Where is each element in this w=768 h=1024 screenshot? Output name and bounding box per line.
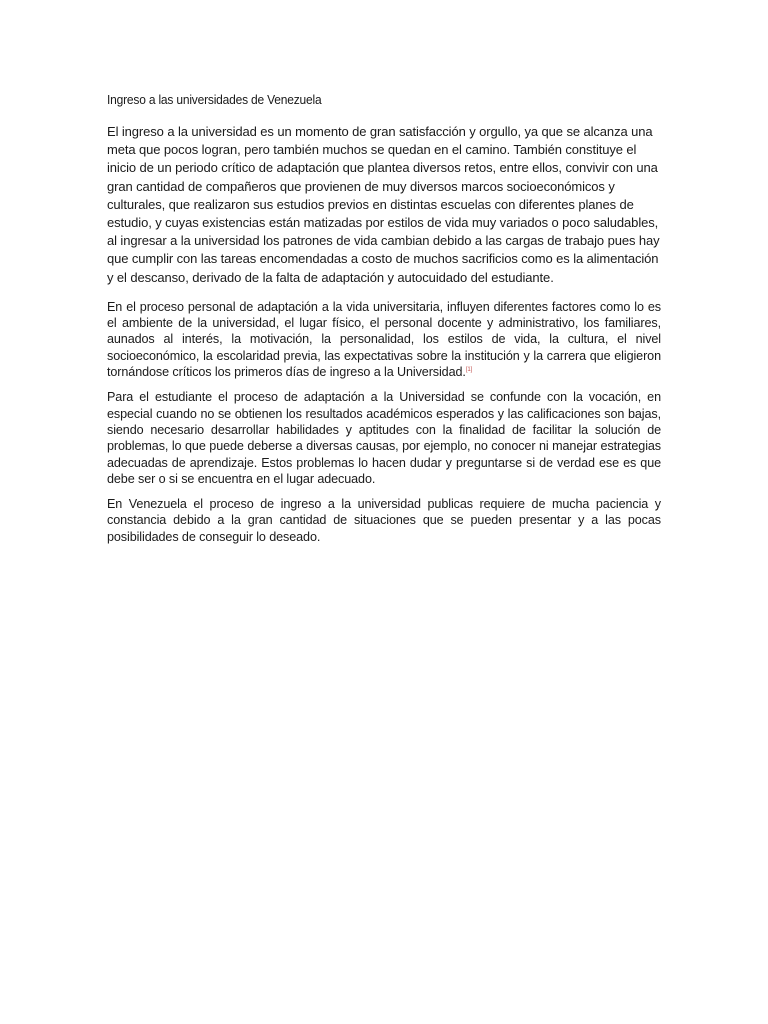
paragraph-2 [107,299,661,380]
document-title: Ingreso a las universidades de Venezuela [107,93,322,107]
paragraph-2-text: En el proceso personal de adaptación a la vida universitaria, influyen diferentes factores como lo es el ambiente de la universidad, el lugar físico, el personal docente y administrativo, los familiares, aunados al interés, la motivación, la personalidad, los estilos de vida, la cultura, el nivel socioeconómico, la escolaridad previa, las expectativas sobre la institución y la carrera que eligieron tornándose críticos los primeros días de ingreso a la Universidad. [107,299,661,380]
paragraph-4: En Venezuela el proceso de ingreso a la universidad publicas requiere de mucha paciencia y constancia debido a la gran cantidad de situaciones que se pueden presentar y a las pocas posibilidades de conseguir lo deseado. [107,497,661,544]
paragraph-1: El ingreso a la universidad es un momento de gran satisfacción y orgullo, ya que se alcanza una meta que pocos logran, pero también muchos se quedan en el camino. También constituye el inicio de un periodo crítico de adaptación que plantea diversos retos, entre ellos, convivir con una gran cantidad de compañeros que provienen de muy diversos marcos socioeconómicos y culturales, que realizaron sus estudios previos en distintas escuelas con diferentes planes de estudio, y cuyas existencias están matizadas por estilos de vida muy variados o poco saludables, al ingresar a la universidad los patrones de vida cambian debido a las cargas de trabajo pues hay que cumplir con las tareas encomendadas a costo de muchos sacrificios como es la alimentación y el descanso, derivado de la falta de adaptación y autocuidado del estudiante. [107,124,660,285]
footnote-ref-link[interactable]: [1] [465,366,473,373]
paragraph-3: Para el estudiante el proceso de adaptación a la Universidad se confunde con la vocación, en especial cuando no se obtienen los resultados académicos esperados y las calificaciones son bajas, siendo necesario desarrollar habilidades y aptitudes con la finalidad de facilitar la solución de problemas, lo que puede deberse a diversas causas, por ejemplo, no conocer ni manejar estrategias adecuadas de aprendizaje. Estos problemas lo hacen dudar y preguntarse si de verdad ese es que debe ser o si se encuentra en el lugar adecuado. [107,390,661,486]
document-page [107,92,661,554]
